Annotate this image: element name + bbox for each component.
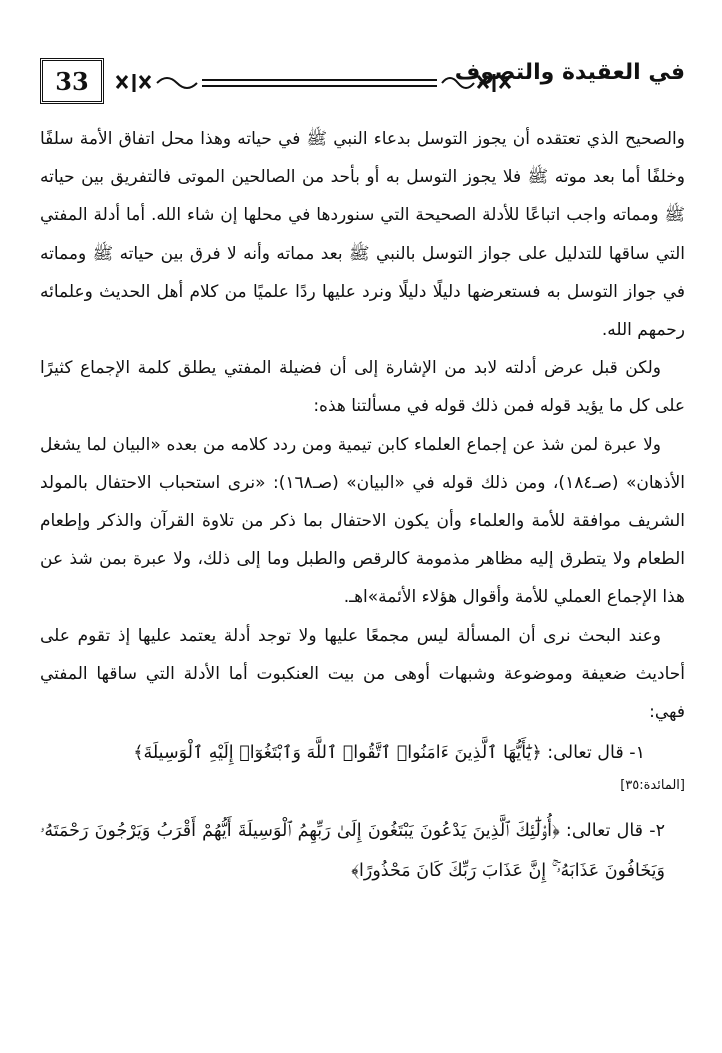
verse-reference: [المائدة:٣٥]	[620, 778, 685, 794]
quran-verse-1: ١- قال تعالى: ﴿يَٰٓأَيُّهَا ٱلَّذِينَ ءَامَنُوا۟ ٱتَّقُوا۟ ٱللَّهَ وَٱبْتَغُوٓا۟ إِلَيْهِ ٱلْوَسِيلَةَ﴾	[133, 743, 645, 764]
body-text	[40, 120, 685, 891]
quran-verse-2: ٢- قال تعالى: ﴿أُو۟لَٰٓئِكَ ٱلَّذِينَ يَدْعُونَ يَبْتَغُونَ إِلَىٰ رَبِّهِمُ ٱلْوَسِيلَةَ أَيُّهُمْ أَقْرَبُ وَيَرْجُونَ رَحْمَتَهُۥ وَيَخَافُونَ عَذَابَهُۥٓ ۚ إِنَّ عَذَابَ رَبِّكَ كَانَ مَحْذُورًا﴾	[40, 821, 665, 882]
header-ornament-icon	[112, 68, 512, 98]
paragraph-1: والصحيح الذي تعتقده أن يجوز التوسل بدعاء النبي ﷺ في حياته وهذا محل اتفاق الأمة سلفًا وخلفًا أما بعد موته ﷺ فلا يجوز التوسل به أو بأحد من الصالحين الموتى فالتفريق بين حياته ﷺ ومماته واجب اتباعًا للأدلة الصحيحة التي سنوردها في محلها إن شاء الله. أما أدلة المفتي التي ساقها للتدليل على جواز التوسل بالنبي ﷺ بعد مماته وأنه لا فرق بين حياته ﷺ ومماته في جواز التوسل به فستعرضها دليلًا دليلًا ونرد عليها ردًا علميًا من كلام أهل الحديث وعلمائه رحمهم الله.	[40, 129, 685, 341]
page-number: 33	[40, 58, 104, 104]
paragraph-3: ولا عبرة لمن شذ عن إجماع العلماء كابن تيمية ومن ردد كلامه من بعده «البيان لما يشغل الأذهان» (صـ١٨٤)، ومن ذلك قوله في «البيان» (صـ١٦٨): «نرى استحباب الاحتفال بالمولد الشريف موافقة للأمة والعلماء وأن يكون الاحتفال بما ذكر من تلاوة القرآن والذكر وإطعام الطعام ولا يتطرق إليه مظاهر مذمومة كالرقص والطبل وما إلى ذلك، ولا عبرة بمن شذ عن هذا الإجماع العملي للأمة وأقوال هؤلاء الأئمة»اهـ.	[40, 434, 685, 608]
paragraph-4: وعند البحث نرى أن المسألة ليس مجمعًا عليها ولا توجد أدلة يعتمد عليها إذ تقوم على أحاديث ضعيفة وموضوعة وشبهات أوهى من بيت العنكبوت أما الأدلة التي ساقها المفتي فهي:	[40, 625, 685, 723]
paragraph-2: ولكن قبل عرض أدلته لابد من الإشارة إلى أن فضيلة المفتي يطلق كلمة الإجماع كثيرًا على كل ما يؤيد قوله فمن ذلك قوله في مسألتنا هذه:	[40, 358, 685, 417]
page-header	[40, 58, 685, 108]
running-title: في العقيدة والتصوف	[454, 60, 685, 85]
